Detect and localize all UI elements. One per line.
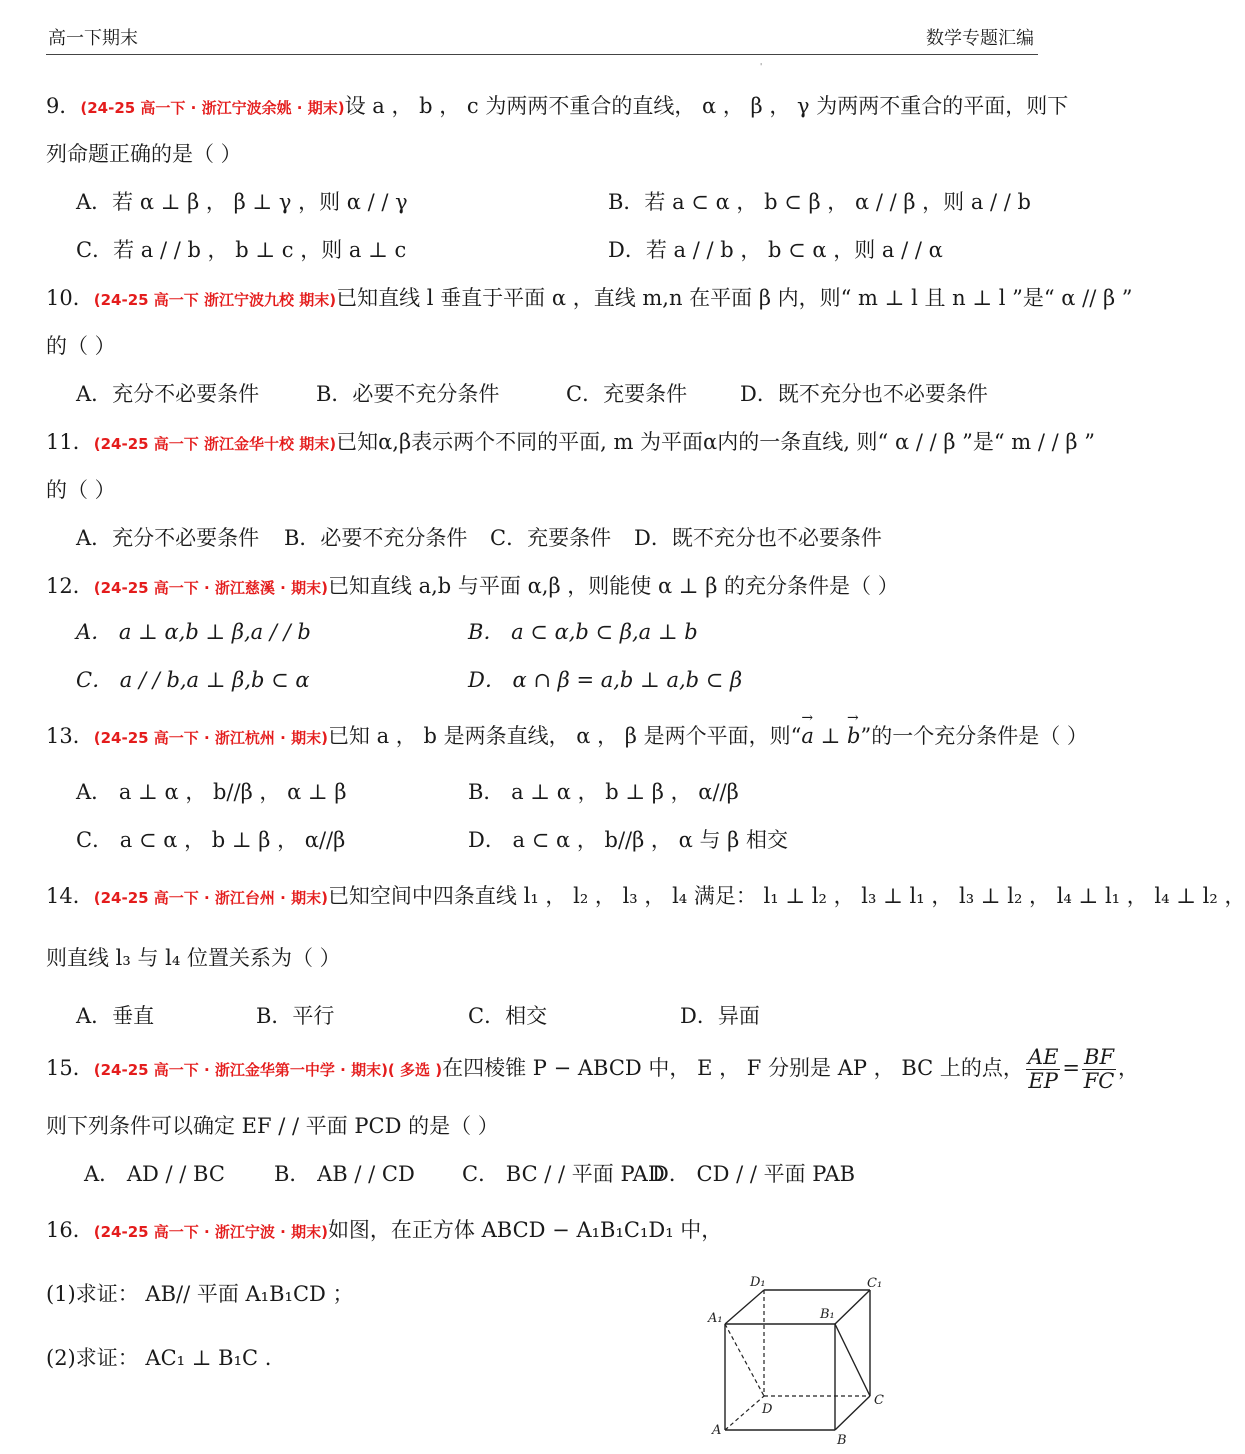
q14-option-a: A．垂直: [76, 1004, 155, 1028]
edge-b1-c1: [835, 1290, 870, 1324]
q10-source: (24-25 高一下 浙江宁波九校 期末): [93, 291, 337, 309]
q13-vector-b: → b: [847, 710, 861, 748]
q10-option-b: B．必要不充分条件: [316, 382, 500, 406]
header-left: 高一下期末: [48, 28, 138, 49]
label-c: C: [874, 1393, 884, 1408]
q16-part1: (1)求证： AB// 平面 A₁B₁CD ；: [46, 1282, 354, 1306]
q9-source: (24-25 高一下 · 浙江宁波余姚 · 期末): [80, 99, 345, 117]
label-b1: B₁: [820, 1307, 835, 1322]
q13-option-a: A． a ⊥ α ， b//β ， α ⊥ β: [76, 780, 347, 804]
q10-option-a: A．充分不必要条件: [76, 382, 260, 406]
q16-line1: [46, 1218, 722, 1243]
q12-line1: [46, 574, 899, 599]
q11-option-b: B．必要不充分条件: [284, 526, 468, 550]
hidden-edge-a1-d: [725, 1324, 764, 1396]
q13-text1b: ”的一个充分条件是（ ）: [860, 724, 1088, 748]
q15-option-c: C． BC / / 平面 PAD: [462, 1162, 665, 1186]
q14-line2: 则直线 l₃ 与 l₄ 位置关系为（ ）: [46, 946, 341, 970]
q12-num: 12．: [46, 574, 94, 598]
q14-option-c: C．相交: [468, 1004, 548, 1028]
q11-line2: 的（ ）: [46, 478, 116, 502]
q15-equals: =: [1062, 1056, 1081, 1081]
q12-source: (24-25 高一下 · 浙江慈溪 · 期末): [93, 579, 328, 597]
stray-mark: ': [760, 62, 763, 71]
q14-num: 14．: [46, 884, 94, 908]
page-header: [46, 22, 1038, 55]
q16-text1: 如图，在正方体 ABCD − A₁B₁C₁D₁ 中，: [327, 1218, 723, 1242]
q9-text1: 设 a ， b ， c 为两两不重合的直线， α ， β ， γ 为两两不重合的平面，则下: [344, 94, 1069, 118]
q12-option-d: D． α ∩ β = a,b ⊥ a,b ⊂ β: [468, 668, 743, 692]
q9-line1: [46, 94, 1068, 119]
label-a: A: [712, 1423, 722, 1438]
q12-text1: 已知直线 a,b 与平面 α,β ，则能使 α ⊥ β 的充分条件是（ ）: [327, 574, 899, 598]
label-c1: C₁: [867, 1276, 883, 1291]
q16-source: (24-25 高一下 · 浙江宁波 · 期末): [93, 1223, 328, 1241]
q15-source: (24-25 高一下 · 浙江金华第一中学 · 期末)( 多选 ): [93, 1061, 443, 1080]
edge-b-c: [835, 1396, 870, 1430]
q13-option-d: D． a ⊂ α ， b//β ， α 与 β 相交: [468, 828, 788, 852]
q10-num: 10．: [46, 286, 94, 310]
q15-fraction-ae-ep: $\frac{AE}{EP}$: [1027, 1045, 1059, 1094]
q15-text1b: ，: [1118, 1056, 1140, 1081]
label-d: D: [762, 1402, 773, 1417]
label-a1: A₁: [708, 1311, 723, 1326]
hidden-edge-a-d: [725, 1396, 764, 1430]
q14-option-d: D．异面: [680, 1004, 760, 1028]
edge-a1-d1: [725, 1290, 764, 1324]
q13-option-c: C． a ⊂ α ， b ⊥ β ， α//β: [76, 828, 346, 852]
q11-option-a: A．充分不必要条件: [76, 526, 260, 550]
q11-text1: 已知α,β表示两个不同的平面, m 为平面α内的一条直线, 则“ α / / β ”是“ m / / β ”: [336, 430, 1095, 454]
header-right: 数学专题汇编: [926, 28, 1034, 49]
q10-line1: [46, 286, 1133, 311]
q16-num: 16．: [46, 1218, 94, 1242]
q12-option-c: C． a / / b,a ⊥ β,b ⊂ α: [76, 668, 310, 692]
q15-text1a: 在四棱锥 P − ABCD 中， E ， F 分别是 AP ， BC 上的点，: [442, 1056, 1024, 1081]
q11-option-c: C．充要条件: [490, 526, 612, 550]
q10-option-c: C．充要条件: [566, 382, 688, 406]
q11-line1: [46, 430, 1095, 455]
edge-b1-c: [835, 1324, 870, 1396]
q13-source: (24-25 高一下 · 浙江杭州 · 期末): [93, 729, 328, 747]
q11-source: (24-25 高一下 浙江金华十校 期末): [93, 435, 337, 453]
q9-line2: 列命题正确的是（ ）: [46, 142, 242, 166]
q15-num: 15．: [46, 1056, 94, 1081]
q12-option-b: B． a ⊂ α,b ⊂ β,a ⊥ b: [468, 620, 698, 644]
q10-text1: 已知直线 l 垂直于平面 α ，直线 m,n 在平面 β 内，则“ m ⊥ l 且 n ⊥ l ”是“ α // β ”: [336, 286, 1133, 310]
q16-part2: (2)求证： AC₁ ⊥ B₁C .: [46, 1346, 272, 1370]
q14-source: (24-25 高一下 · 浙江台州 · 期末): [93, 889, 328, 907]
q15-option-b: B． AB / / CD: [274, 1162, 415, 1186]
q13-vector-a: → a: [801, 710, 814, 748]
q15-fraction-bf-fc: $\frac{BF}{FC}$: [1083, 1045, 1115, 1094]
label-d1: D₁: [750, 1275, 766, 1290]
q9-option-a: A．若 α ⊥ β ， β ⊥ γ ，则 α / / γ: [76, 190, 408, 214]
q9-option-c: C．若 a / / b ， b ⊥ c ，则 a ⊥ c: [76, 238, 407, 262]
q10-option-d: D．既不充分也不必要条件: [740, 382, 988, 406]
q9-option-d: D．若 a / / b ， b ⊂ α ，则 a / / α: [608, 238, 943, 262]
q10-line2: 的（ ）: [46, 334, 116, 358]
q13-line1: [46, 710, 1088, 749]
q13-text1a: 已知 a ， b 是两条直线， α ， β 是两个平面，则“: [327, 724, 802, 748]
q11-num: 11．: [46, 430, 94, 454]
q14-text1: 已知空间中四条直线 l₁ ， l₂ ， l₃ ， l₄ 满足： l₁ ⊥ l₂ ， l₃ ⊥ l₁ ， l₃ ⊥ l₂ ， l₄ ⊥ l₁ ， l₄ ⊥ l₂ ，: [327, 884, 1245, 908]
q9-num: 9．: [46, 94, 81, 118]
q15-line2: 则下列条件可以确定 EF / / 平面 PCD 的是（ ）: [46, 1114, 499, 1138]
q15-option-a: A． AD / / BC: [84, 1162, 225, 1186]
q11-option-d: D．既不充分也不必要条件: [634, 526, 882, 550]
q14-line1: [46, 884, 1245, 909]
q15-option-d: D． CD / / 平面 PAB: [652, 1162, 856, 1186]
label-b: B: [837, 1433, 847, 1448]
cube-figure: [700, 1268, 900, 1454]
q13-perp: ⊥: [813, 724, 847, 748]
q12-option-a: A． a ⊥ α,b ⊥ β,a / / b: [76, 620, 311, 644]
q13-num: 13．: [46, 724, 94, 748]
q15-line1: [46, 1046, 1139, 1093]
q13-option-b: B． a ⊥ α ， b ⊥ β ， α//β: [468, 780, 739, 804]
q9-option-b: B．若 a ⊂ α ， b ⊂ β ， α / / β ，则 a / / b: [608, 190, 1031, 214]
q14-option-b: B．平行: [256, 1004, 335, 1028]
